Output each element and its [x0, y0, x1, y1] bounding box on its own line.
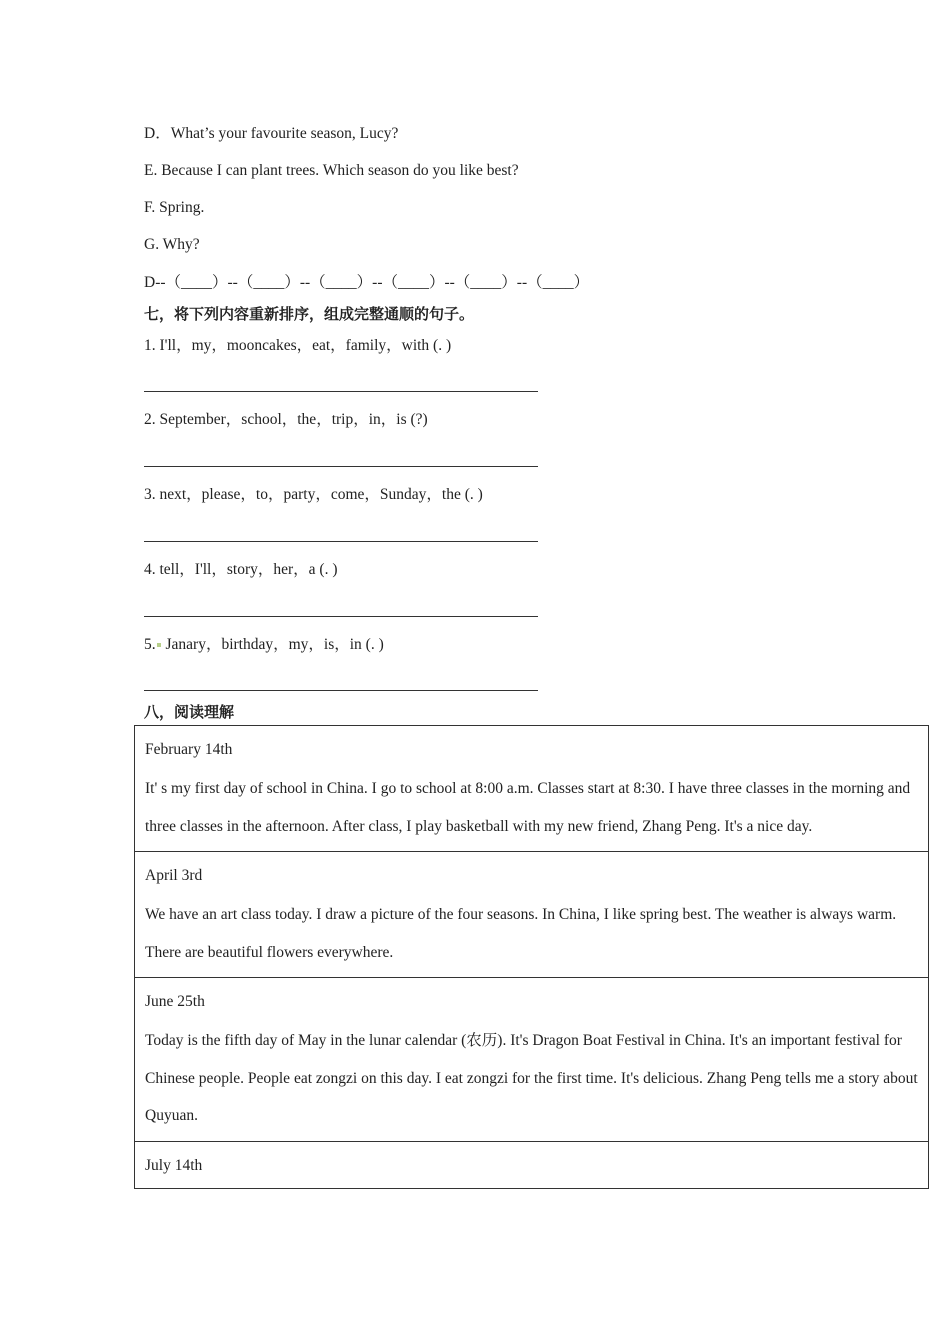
answer-line-4 — [144, 616, 538, 617]
entry-text: We have an art class today. I draw a picture of the four seasons. In China, I like spring best. The weather is always warm. There are beautiful flowers everywhere. — [145, 906, 897, 961]
answer-line-5 — [144, 690, 538, 691]
reorder-item-5 — [144, 635, 384, 655]
entry-text: Today is the fifth day of May in the lunar calendar (农历). It's Dragon Boat Festival in China. It's an important festival for Chinese people. People eat zongzi on this day. I eat zongzi for the first time. It's delicious. Zhang Peng tells me a story about Quyuan. — [145, 1032, 918, 1124]
reading-row — [135, 978, 929, 1142]
dialogue-line-d: D．What’s your favourite season, Lucy? — [144, 125, 399, 142]
section-7-title: 七，将下列内容重新排序，组成完整通顺的句子。 — [144, 305, 475, 323]
stray-dot-mark — [157, 643, 161, 647]
reading-cell — [135, 852, 929, 978]
reorder-item-2: 2. September，school，the，trip，in，is (?) — [144, 411, 428, 428]
reading-table — [134, 725, 929, 1189]
entry-date: February 14th — [145, 741, 233, 758]
dialogue-line-g: G. Why? — [144, 236, 200, 253]
reading-cell — [135, 1141, 929, 1188]
reorder-item-4: 4. tell，I'll，story，her，a (. ) — [144, 561, 338, 578]
reorder-item-5-number: 5. — [144, 636, 156, 653]
reading-row — [135, 852, 929, 978]
reorder-item-1: 1. I'll，my，mooncakes，eat，family，with (. ) — [144, 337, 452, 354]
entry-text: It' s my first day of school in China. I go to school at 8:00 a.m. Classes start at 8:30. I have three classes in the morning and three classes in the afternoon. After class, I play basketball with my new friend, Zhang Peng. It's a nice day. — [145, 780, 911, 835]
reading-row — [135, 726, 929, 852]
dialogue-line-f: F. Spring. — [144, 199, 205, 216]
section-8-title: 八，阅读理解 — [144, 703, 235, 721]
reorder-item-5-words: Janary，birthday，my，is，in (. ) — [165, 636, 384, 653]
dialogue-order-blanks: D--（____）--（____）--（____）--（____）--（____）--（____） — [144, 274, 590, 291]
answer-line-3 — [144, 541, 538, 542]
entry-date: July 14th — [145, 1156, 203, 1174]
reading-cell — [135, 726, 929, 852]
entry-date: April 3rd — [145, 867, 203, 884]
reorder-item-3: 3. next，please，to，party，come，Sunday，the (. ) — [144, 486, 483, 503]
entry-date: June 25th — [145, 993, 205, 1010]
answer-line-2 — [144, 466, 538, 467]
answer-line-1 — [144, 391, 538, 392]
reading-cell — [135, 978, 929, 1142]
dialogue-line-e: E. Because I can plant trees. Which season do you like best? — [144, 162, 519, 179]
reading-row — [135, 1141, 929, 1188]
